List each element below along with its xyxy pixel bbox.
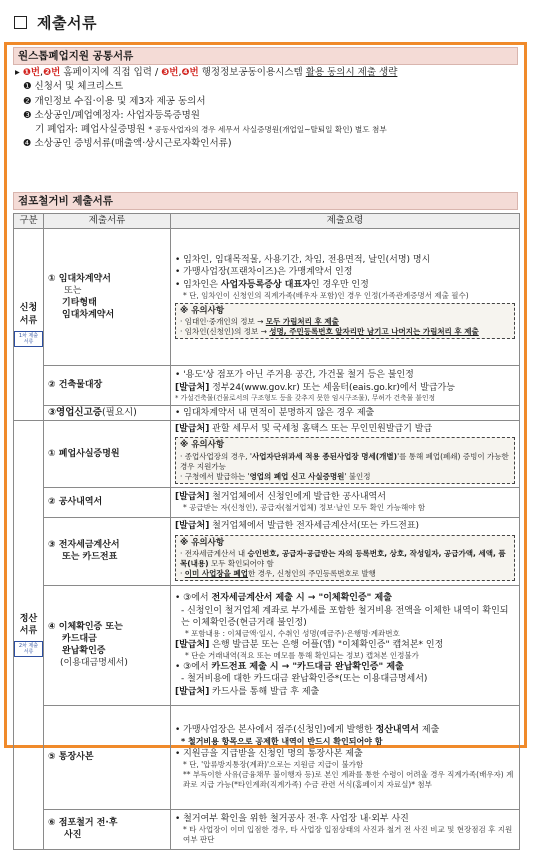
- text-part: 정부24(www.gov.kr) 또는 세움터(eais.go.kr)에서 발급가능: [209, 382, 455, 393]
- requirement-text: [175, 686, 515, 698]
- common-item: ❹ 소상공인 증빙서류(매출액·상시근로자확인서류): [23, 138, 232, 150]
- common-item: ❸ 소상공인/폐업예정자: 사업자등록증명원: [23, 109, 200, 121]
- checkbox-icon: [14, 16, 27, 29]
- category-label: 신청: [19, 303, 38, 314]
- demolition-table: [13, 213, 520, 850]
- caution-title: ※ 유의사항: [180, 440, 225, 451]
- requirement-note: ** 부득이한 사유(금융채무 불이행자 등)로 본인 계좌를 통한 수령이 어려울 경우 직계가족(배우자) 계좌로 지급 가능(*타인계좌(직계가족) 수금 관련 서식(홈페이지 자료실)* 첨부: [183, 770, 514, 790]
- page-title-row: [14, 10, 97, 34]
- doc-number: ①: [48, 448, 56, 459]
- table-row: [14, 229, 520, 366]
- doc-name: 영업신고증: [56, 407, 102, 418]
- table-row: [14, 517, 520, 585]
- doc-name: 폐업사실증명원: [58, 448, 120, 459]
- table-row: [14, 487, 520, 517]
- table-row: [14, 809, 520, 849]
- caution-text: [180, 327, 510, 337]
- doc-cell: [44, 809, 171, 849]
- column-header: 구분: [14, 214, 44, 229]
- requirements-cell: [171, 809, 520, 849]
- text-part: 철거업체에서 발급한 전자세금계산서(또는 카드전표): [209, 521, 420, 532]
- text-part: 사업자등록증상 대표자: [220, 279, 311, 290]
- common-docs-line1: ▸ ❶번,❷번 홈페이지에 직접 입력 / ❸번,❹번 행정정보공동이용시스템 활용 동의시 제출 생략: [15, 67, 398, 78]
- column-header: 제출요령: [171, 214, 520, 229]
- text-part: 철거업체에서 신청인에게 발급한 공사내역서: [209, 492, 386, 502]
- stage-tag: 2차 제출 서류: [14, 641, 43, 657]
- text-part: • ③에서: [175, 662, 212, 673]
- category-apply: [14, 229, 44, 421]
- category-label: 서류: [19, 625, 38, 636]
- text-part: 인 경우만 인정: [310, 279, 369, 290]
- text-part: 정산내역서: [375, 724, 420, 735]
- badge-2: ❷번: [43, 67, 61, 78]
- common-item: ❶ 신청서 및 체크리스트: [23, 81, 124, 93]
- doc-number: ④: [48, 621, 56, 632]
- table-row: [14, 406, 520, 421]
- doc-name: 임대차계약서: [58, 273, 111, 284]
- doc-name: 점포철거 전·후: [58, 817, 118, 828]
- badge-4: ❹번: [181, 67, 199, 78]
- doc-cell: [44, 705, 171, 809]
- caution-text: [180, 569, 510, 579]
- requirement-note: * 단, 임차인이 신청인의 직계가족(배우자 포함)인 경우 인정(가족관계증명서 제출 필수): [183, 290, 469, 300]
- caution-box: [175, 437, 515, 483]
- doc-name: (이용대금명세서): [60, 658, 128, 669]
- caution-text: [180, 452, 510, 472]
- doc-name: 사진: [64, 830, 82, 841]
- doc-number: ⑥: [48, 817, 56, 828]
- requirement-text: [175, 592, 515, 604]
- text-part: [발급처]: [175, 521, 210, 532]
- text-part: · 전자세금계산서 내: [180, 548, 248, 558]
- column-header: 제출서류: [44, 214, 171, 229]
- doc-cell: [44, 517, 171, 585]
- stage-tag: 1차 제출 서류: [14, 331, 43, 347]
- doc-number: ②: [48, 380, 56, 391]
- doc-name: 통장사본: [58, 752, 94, 762]
- doc-number: ①: [48, 273, 56, 284]
- text-part: [발급처]: [175, 492, 210, 502]
- text-part: 은행 발급분 또는 은행 어플(앱) "이체확인증" 캡쳐본* 인정: [209, 640, 444, 650]
- doc-number: ②: [48, 497, 56, 507]
- common-item: [15, 123, 520, 137]
- requirement-text: * 철거비용 항목으로 공제한 내역이 반드시 확인되어야 함: [181, 737, 383, 746]
- page-title: 제출서류: [37, 13, 97, 32]
- requirements-cell: [171, 585, 520, 705]
- text-part: · 임차인(신청인)의 정보 →: [180, 326, 270, 336]
- doc-number: ③: [48, 539, 56, 550]
- text-part: [발급처]: [175, 382, 210, 393]
- requirement-text: • 임차인, 임대목적물, 사용기간, 차임, 전용면적, 날인(서명) 명시: [175, 255, 431, 266]
- requirement-note: * 포함내용 : 이체금액·일시, 수취인 성명(예금주)·은행명·계좌번호: [185, 629, 400, 638]
- line1-text: 행정정보공동이용시스템: [201, 67, 303, 78]
- caution-box: [175, 535, 515, 581]
- text-part: 영업의 폐업 신고 사실증명원: [249, 471, 345, 481]
- doc-name: 카드대금: [62, 633, 97, 644]
- text-part: · 구청에서 발급하는 ': [180, 471, 250, 481]
- caution-box: [175, 303, 515, 339]
- category-label: 서류: [19, 315, 38, 326]
- text-part: 한 경우, 신청인의 주민등록번호로 발행: [247, 568, 376, 578]
- doc-cell: [44, 406, 171, 421]
- requirement-text: [175, 279, 515, 291]
- requirements-cell: [171, 229, 520, 366]
- common-docs-heading: 원스톱폐업지원 공통서류: [13, 47, 518, 65]
- badge-1: ❶번: [22, 67, 41, 78]
- text-part: 관할 세무서 및 국세청 홈택스 또는 무인민원발급기 발급: [209, 424, 433, 435]
- requirements-cell: [171, 487, 520, 517]
- doc-cell: [44, 229, 171, 366]
- category-settle: [14, 421, 44, 849]
- common-item: ❷ 개인정보 수집·이용 및 제3자 제공 동의서: [23, 95, 206, 107]
- text-part: '를 통해 폐업(폐쇄) 증빙이 가능한 경우 지원가능: [180, 451, 509, 471]
- requirement-note: * 공급받는 자(신청인), 공급자(철거업체) 정보·날인 모두 확인 가능해야 함: [183, 503, 426, 513]
- common-item-text: 기 폐업자: 폐업사실증명원: [23, 124, 146, 136]
- text-part: · 임대인·중개인의 정보 →: [180, 316, 266, 326]
- requirement-text: [175, 423, 515, 435]
- line1-mid: 홈페이지에 직접 입력 /: [63, 67, 162, 78]
- requirements-cell: [171, 406, 520, 421]
- text-part: [발급처]: [175, 424, 210, 435]
- text-part: · 종업사업장의 경우, ': [180, 451, 252, 461]
- text-part: 카드사를 통해 발급 후 제출: [209, 686, 320, 697]
- doc-number: ⑤: [48, 752, 56, 762]
- requirements-cell: [171, 705, 520, 809]
- text-part: 전자세금계산서 제출 시 → "이체확인증" 제출: [211, 593, 392, 604]
- caution-text: [180, 317, 510, 327]
- requirement-text: [175, 639, 515, 651]
- text-part: • ③에서: [175, 593, 212, 604]
- table-row: [14, 585, 520, 705]
- badge-3: ❸번: [161, 67, 179, 78]
- text-part: 사업자단위과세 적용 종된사업장 명세(개별): [251, 451, 398, 461]
- requirement-note: * 타 사업장이 이미 입점한 경우, 타 사업장 입점상태의 사진과 철거 전 사진 비교 및 현장점검 후 지원여부 판단: [183, 825, 513, 845]
- requirement-text: - 철거비용에 대한 카드대금 완납확인증*(또는 이용대금명세서): [181, 674, 428, 685]
- text-part: 제출: [419, 724, 440, 735]
- doc-name: 기타형태: [62, 298, 97, 308]
- requirement-text: [175, 661, 515, 673]
- text-part: 성명, 주민등록번호 앞자리만 남기고 나머지는 가림처리 후 제출: [269, 326, 479, 336]
- doc-cell: [44, 421, 171, 487]
- text-part: • 가맹사업장은 본사에서 점주(신청인)에게 발행한: [175, 724, 376, 735]
- requirement-note: * 단, '압류방지통장(계좌)'으로는 지원금 지급이 불가함: [183, 760, 364, 770]
- requirements-cell: [171, 366, 520, 406]
- text-part: ' 불인정: [344, 471, 371, 481]
- doc-name: 또는 카드전표: [62, 552, 118, 563]
- arrow-icon: ▸: [15, 67, 20, 78]
- requirements-cell: [171, 517, 520, 585]
- caution-title: ※ 유의사항: [180, 537, 225, 548]
- common-docs-list: [15, 66, 520, 152]
- requirement-text: - 신청인이 철거업체 계좌로 부가세를 포함한 철거비용 전액을 이체한 내역이 확인되는 이체확인증(현금거래 불인정): [181, 605, 509, 628]
- requirement-text: • '용도'상 점포가 아닌 주거용 공간, 가건물 철거 등은 불인정: [175, 370, 414, 381]
- doc-name: 전자세금계산서: [58, 539, 120, 550]
- text-part: 승인번호, 공급자·공급받는 자의 등록번호, 상호, 작성일자, 공급가액, 세액, 품목(내용): [180, 548, 506, 568]
- requirement-text: • 지원금을 지급받을 신청인 명의 통장사본 제출: [175, 749, 363, 760]
- caution-title: ※ 유의사항: [180, 305, 225, 316]
- requirements-cell: [171, 421, 520, 487]
- requirement-text: [175, 491, 515, 503]
- text-part: 모두 확인되어야 함: [208, 558, 274, 568]
- demolition-docs-heading: 점포철거비 제출서류: [13, 192, 518, 210]
- requirement-text: [175, 382, 515, 394]
- doc-name: 완납확인증: [62, 646, 106, 657]
- requirement-note: * 가설건축물(건물로서의 구조형도 등을 갖추지 못한 임시구조물), 무허가 건축물 불인정: [175, 393, 436, 402]
- table-row: [14, 705, 520, 809]
- table-header-row: [14, 214, 520, 229]
- line1-underlined: 활용 동의시 제출 생략: [305, 67, 398, 78]
- doc-name: 임대차계약서: [62, 310, 115, 321]
- doc-number: ③: [48, 407, 57, 418]
- category-label: 정산: [19, 613, 38, 624]
- text-part: [발급처]: [175, 640, 210, 650]
- doc-name: 공사내역서: [58, 497, 103, 507]
- requirement-text: [175, 520, 515, 532]
- requirement-note: * 단순 거래내역(적요 또는 메모를 통해 확인되는 정보) 캡쳐본 인정불가: [185, 651, 419, 661]
- doc-name: (필요시): [101, 407, 137, 418]
- text-part: 모두 가림처리 후 제출: [265, 316, 339, 326]
- text-part: • 임차인은: [175, 279, 221, 290]
- text-part: ·: [180, 568, 185, 578]
- doc-cell: [44, 487, 171, 517]
- requirement-text: [175, 724, 515, 736]
- doc-name: 건축물대장: [58, 380, 103, 391]
- caution-text: [180, 549, 510, 569]
- common-item-note: * 공동사업자의 경우 세무서 사실증명원(개업일~탈퇴일 확인) 별도 첨부: [148, 125, 387, 135]
- content-frame: [4, 42, 527, 845]
- doc-name: 또는: [64, 285, 82, 296]
- table-row: [14, 421, 520, 487]
- requirement-text: • 가맹사업장(프랜차이즈)은 가맹계약서 인정: [175, 267, 353, 278]
- table-row: [14, 366, 520, 406]
- doc-name: 이체확인증 또는: [58, 621, 123, 632]
- caution-text: [180, 472, 510, 482]
- text-part: [발급처]: [175, 686, 210, 697]
- requirement-text: • 임대차계약서 내 면적이 분명하지 않은 경우 제출: [175, 408, 375, 418]
- text-part: 이미 사업장을 폐업: [184, 568, 248, 578]
- doc-cell: [44, 585, 171, 705]
- requirement-text: • 철거여부 확인을 위한 철거공사 전·후 사업장 내·외부 사진: [175, 814, 409, 824]
- text-part: 카드전표 제출 시 → "카드대금 완납확인증" 제출: [211, 662, 404, 673]
- doc-cell: [44, 366, 171, 406]
